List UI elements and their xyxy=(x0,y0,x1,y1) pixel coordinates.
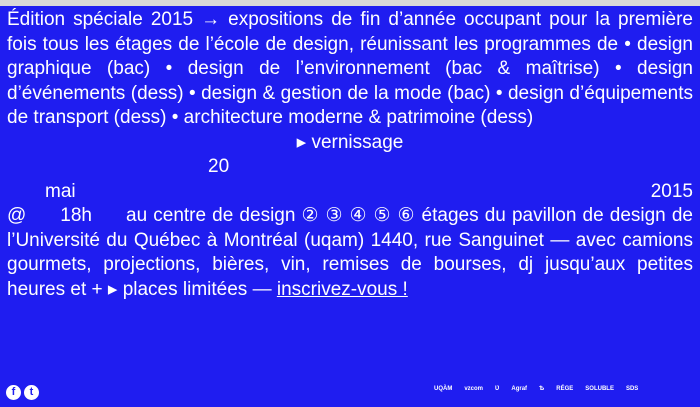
event-day: 20 xyxy=(208,156,230,177)
sponsor-logo: Ʋ xyxy=(495,386,500,392)
sponsor-logo: SDS xyxy=(625,386,639,392)
top-strip xyxy=(0,0,700,6)
event-details xyxy=(7,204,693,302)
event-time: 18h xyxy=(60,205,92,226)
intro-text: Édition spéciale 2015 → expositions de fin d’année occupant pour la première fois tous les étages de l’école de design, réunissant les programmes de • design graphique (bac) • design de l’environnement (bac & maîtrise) • design d’événements (dess) • design & gestion de la mode (bac) • design d’équipements de transport (dess) • architecture moderne & patrimoine (dess) xyxy=(7,9,693,128)
sponsor-logo: UQÀM xyxy=(434,386,453,392)
facebook-icon[interactable]: f xyxy=(6,385,21,400)
sponsor-logos xyxy=(434,386,638,392)
register-link[interactable]: inscrivez-vous ! xyxy=(276,278,408,300)
vernissage-heading: ▸ vernissage xyxy=(296,131,404,153)
sponsor-logo: RÉGE xyxy=(556,386,574,392)
sponsor-logo: Agraf xyxy=(511,386,528,392)
sponsor-logo: vzcom xyxy=(464,386,484,392)
announcement xyxy=(7,8,693,302)
event-month: mai xyxy=(45,180,76,202)
event-year: 2015 xyxy=(650,180,693,202)
event-month-row xyxy=(7,180,693,205)
sponsor-logo: Ѣ xyxy=(539,386,545,392)
at-symbol: @ xyxy=(7,205,27,226)
sponsor-logo: SOLUBLE xyxy=(585,386,614,392)
social-links xyxy=(6,385,39,400)
twitter-icon[interactable]: t xyxy=(24,385,39,400)
event-location-text: au centre de design ② ③ ④ ⑤ ⑥ étages du pavillon de design de l’Université du Québec à Montréal (uqam) 1440, rue Sanguinet — avec camions gourmets, projections, bières, vin, remises de bourses, dj jusqu’aux petites heures et + ▸ places limitées — xyxy=(7,205,693,300)
